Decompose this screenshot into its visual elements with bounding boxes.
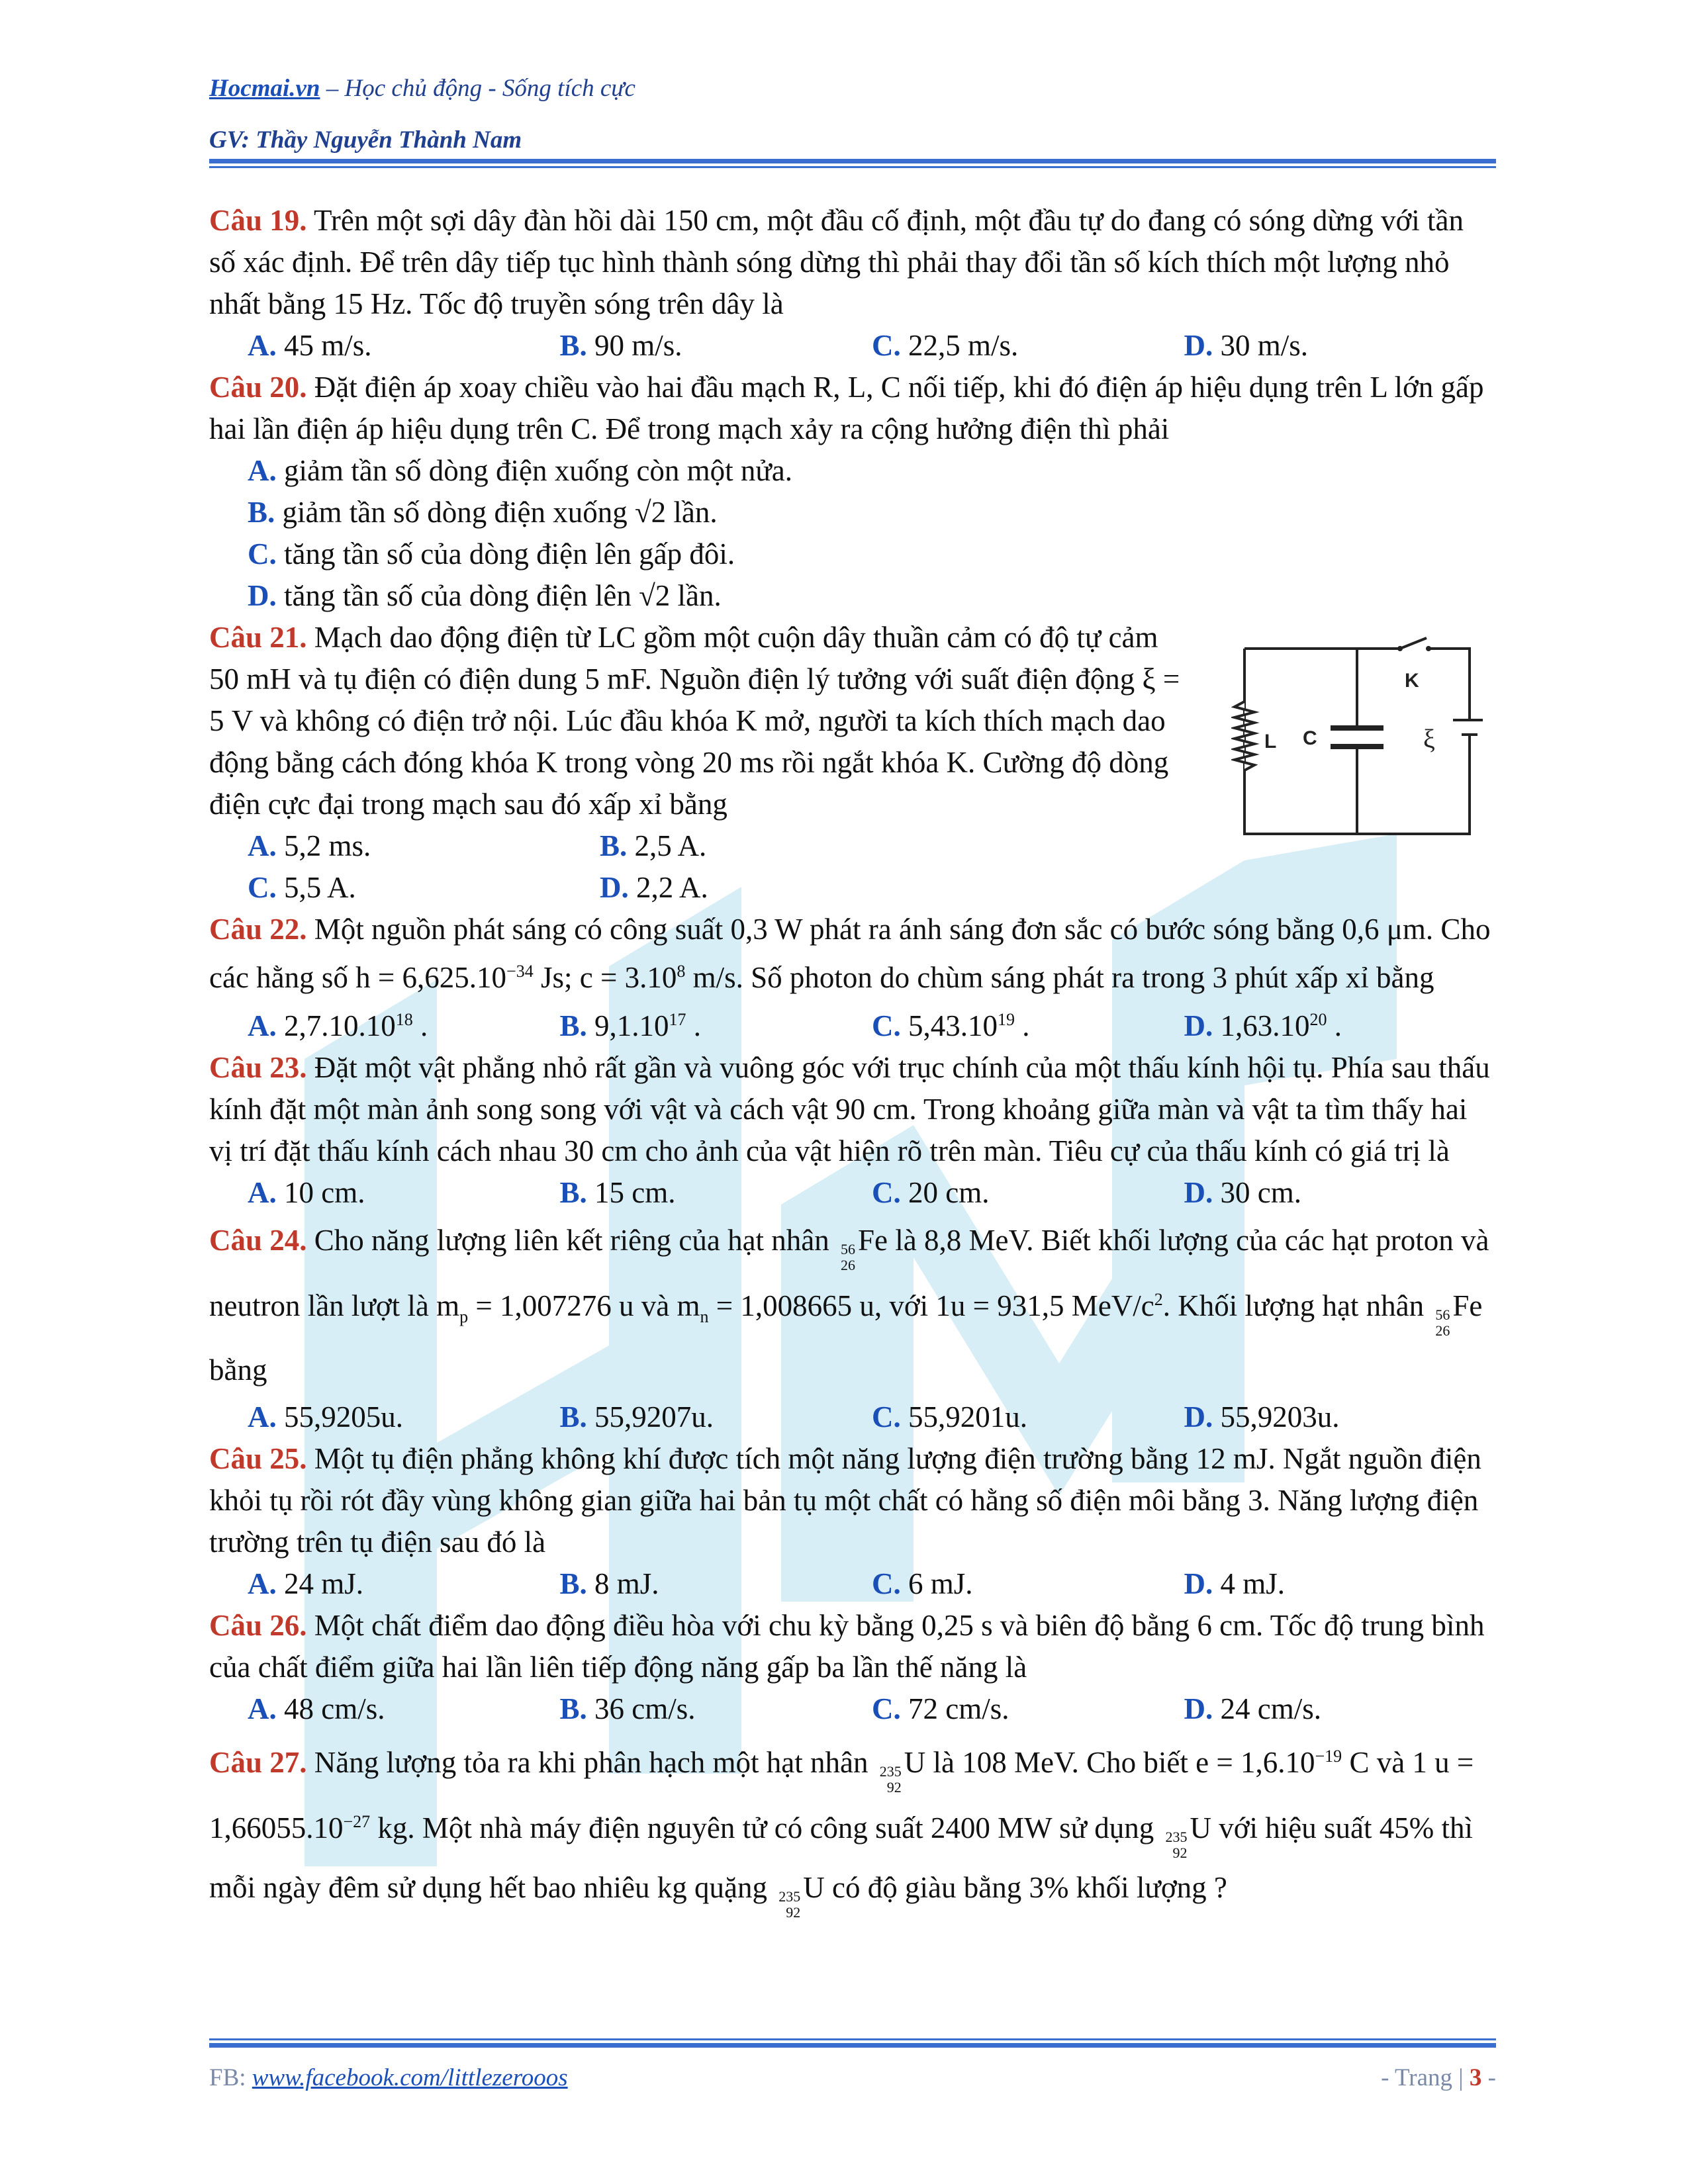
header-rule <box>209 159 1496 168</box>
option-b[interactable]: B. giảm tần số dòng điện xuống √2 lần. <box>248 496 718 529</box>
option-b[interactable]: B. 2,5 A. <box>600 829 707 862</box>
question-19 <box>209 200 1496 325</box>
slogan: – Học chủ động - Sống tích cực <box>320 75 635 102</box>
label-L: L <box>1264 731 1277 752</box>
footer-rule <box>209 2038 1496 2048</box>
option-c[interactable]: C. 5,43.10$^{19}$ . <box>872 1009 1030 1042</box>
options-19 <box>209 325 1496 367</box>
question-27: Câu 27. Năng lượng tỏa ra khi phân hạch một hạt nhân 235 92 U là 108 MeV. Cho biết $e = 1,6.10^{-19}$ C và 1 $u = 1,66055.10^{-27}$ kg. Một nhà máy điện nguyên tử có công suất 2400 MW sử dụng 235 92 U với hiệu suất 45% thì mỗi ngày đêm sử dụng hết bao nhiêu kg quặng 235 92 U có độ giàu bằng 3% khối lượng ? <box>209 1746 1474 1921</box>
isotope-fe: 56 26 <box>841 1241 856 1273</box>
question-text: Trên một sợi dây đàn hồi dài 150 cm, một đầu cố định, một đầu tự do đang có sóng dừng với tần số xác định. Để trên dây tiếp tục hình thành sóng dừng thì phải thay đổi tần số kích thích một lượng nhỏ nhất bằng 15 Hz. Tốc độ truyền sóng trên dây là <box>209 204 1464 320</box>
question-23: Câu 23. Đặt một vật phẳng nhỏ rất gần và vuông góc với trục chính của một thấu kính hội tụ. Phía sau thấu kính đặt một màn ảnh song song với vật và cách vật 90 cm. Trong khoảng giữa màn và vật ta tìm thấy hai vị trí đặt thấu kính cách nhau 30 cm cho ảnh của vật hiện rõ trên màn. Tiêu cự của thấu kính có giá trị là <box>209 1051 1490 1167</box>
option-a[interactable]: A. 55,9205u. <box>248 1400 403 1433</box>
option-c[interactable]: C. 22,5 m/s. <box>872 329 1019 362</box>
question-24: Câu 24. Cho năng lượng liên kết riêng của hạt nhân 56 26 Fe là 8,8 MeV. Biết khối lượng của các hạt proton và neutron lần lượt là $m_p = 1,007276$ u và $m_n = 1,008665$ u, với 1u = 931,5 MeV/$c^2$. Khối lượng hạt nhân 56 26 Fe bằng <box>209 1224 1489 1387</box>
option-d[interactable]: D. 55,9203u. <box>1184 1400 1340 1433</box>
label-K: K <box>1405 670 1419 692</box>
question-26: Câu 26. Một chất điểm dao động điều hòa với chu kỳ bằng 0,25 s và biên độ bằng 6 cm. Tốc độ trung bình của chất điểm giữa hai lần liên tiếp động năng gấp ba lần thế năng là <box>209 1609 1485 1684</box>
option-c[interactable]: C. 72 cm/s. <box>872 1692 1009 1725</box>
option-d[interactable]: D. 24 cm/s. <box>1184 1692 1321 1725</box>
question-25: Câu 25. Một tụ điện phẳng không khí được tích một năng lượng điện trường bằng 12 mJ. Ngắt nguồn điện khỏi tụ rồi rót đầy vùng không gian giữa hai bản tụ một chất có hằng số điện môi bằng 3. Năng lượng điện trường trên tụ điện sau đó là <box>209 1442 1481 1559</box>
option-b[interactable]: B. 9,1.10$^{17}$ . <box>559 1009 702 1042</box>
options-22 <box>209 999 1496 1047</box>
options-23 <box>209 1172 1496 1214</box>
footer-facebook <box>209 2064 568 2092</box>
question-label: Câu 19. <box>209 204 307 237</box>
question-list <box>209 200 1496 1921</box>
option-a[interactable]: A. 45 m/s. <box>248 329 372 362</box>
option-d[interactable]: D. 1,63.10$^{20}$ . <box>1184 1009 1342 1042</box>
option-d[interactable]: D. tăng tần số của dòng điện lên √2 lần. <box>248 579 722 612</box>
label-xi: ξ <box>1423 724 1435 754</box>
option-a[interactable]: A. giảm tần số dòng điện xuống còn một nửa. <box>248 454 793 487</box>
option-a[interactable]: A. 2,7.10.10$^{18}$ . <box>248 1009 428 1042</box>
option-d[interactable]: D. 30 cm. <box>1184 1176 1301 1209</box>
question-21: Câu 21. Mạch dao động điện từ LC gồm một cuộn dây thuần cảm có độ tự cảm 50 mH và tụ điện có điện dung 5 mF. Nguồn điện lý tưởng với suất điện động ξ = 5 V và không có điện trở nội. Lúc đầu khóa K mở, người ta kích thích mạch dao động bằng cách đóng khóa K trong vòng 20 ms rồi ngắt khóa K. Cường độ dòng điện cực đại trong mạch sau đó xấp xỉ bằng <box>209 621 1180 821</box>
header-line-1 <box>209 74 635 103</box>
options-25 <box>209 1563 1496 1605</box>
option-a[interactable]: A. 48 cm/s. <box>248 1692 385 1725</box>
page-number: - Trang | 3 - <box>1381 2064 1496 2091</box>
facebook-link[interactable]: www.facebook.com/littlezerooos <box>252 2064 568 2091</box>
option-c[interactable]: C. 55,9201u. <box>872 1400 1027 1433</box>
isotope-u: 235 92 <box>778 1888 801 1921</box>
site-link[interactable]: Hocmai.vn <box>209 75 320 102</box>
options-26 <box>209 1688 1496 1730</box>
option-b[interactable]: B. 55,9207u. <box>559 1400 714 1433</box>
option-c[interactable]: C. tăng tần số của dòng điện lên gấp đôi. <box>248 537 735 570</box>
teacher-name: GV: Thầy Nguyễn Thành Nam <box>209 126 522 154</box>
options-21-row2 <box>209 867 1496 909</box>
option-d[interactable]: D. 2,2 A. <box>600 871 708 904</box>
isotope-u: 235 92 <box>1165 1829 1188 1861</box>
option-a[interactable]: A. 10 cm. <box>248 1176 365 1209</box>
option-a[interactable]: A. 5,2 ms. <box>248 829 371 862</box>
isotope-fe: 56 26 <box>1435 1306 1450 1339</box>
options-21-row1 <box>209 825 1496 867</box>
option-b[interactable]: B. 36 cm/s. <box>559 1692 696 1725</box>
label-C: C <box>1303 727 1317 749</box>
option-a[interactable]: A. 24 mJ. <box>248 1567 364 1600</box>
option-c[interactable]: C. 5,5 A. <box>248 871 356 904</box>
question-20: Câu 20. Đặt điện áp xoay chiều vào hai đầu mạch R, L, C nối tiếp, khi đó điện áp hiệu dụng trên L lớn gấp hai lần điện áp hiệu dụng trên C. Để trong mạch xảy ra cộng hưởng điện thì phải <box>209 371 1484 445</box>
isotope-u: 235 92 <box>879 1763 902 1796</box>
option-b[interactable]: B. 90 m/s. <box>559 329 682 362</box>
option-d[interactable]: D. 4 mJ. <box>1184 1567 1286 1600</box>
options-24 <box>209 1396 1496 1438</box>
question-22: Câu 22. Một nguồn phát sáng có công suất 0,3 W phát ra ánh sáng đơn sắc có bước sóng bằng 0,6 μm. Cho các hằng số $h = 6,625.10^{-34}$ Js; $c = 3.10^8$ m/s. Số photon do chùm sáng phát ra trong 3 phút xấp xỉ bằng <box>209 913 1491 994</box>
option-b[interactable]: B. 8 mJ. <box>559 1567 659 1600</box>
option-c[interactable]: C. 20 cm. <box>872 1176 990 1209</box>
fb-prefix: FB: <box>209 2064 252 2091</box>
option-d[interactable]: D. 30 m/s. <box>1184 329 1309 362</box>
option-b[interactable]: B. 15 cm. <box>559 1176 676 1209</box>
option-c[interactable]: C. 6 mJ. <box>872 1567 973 1600</box>
